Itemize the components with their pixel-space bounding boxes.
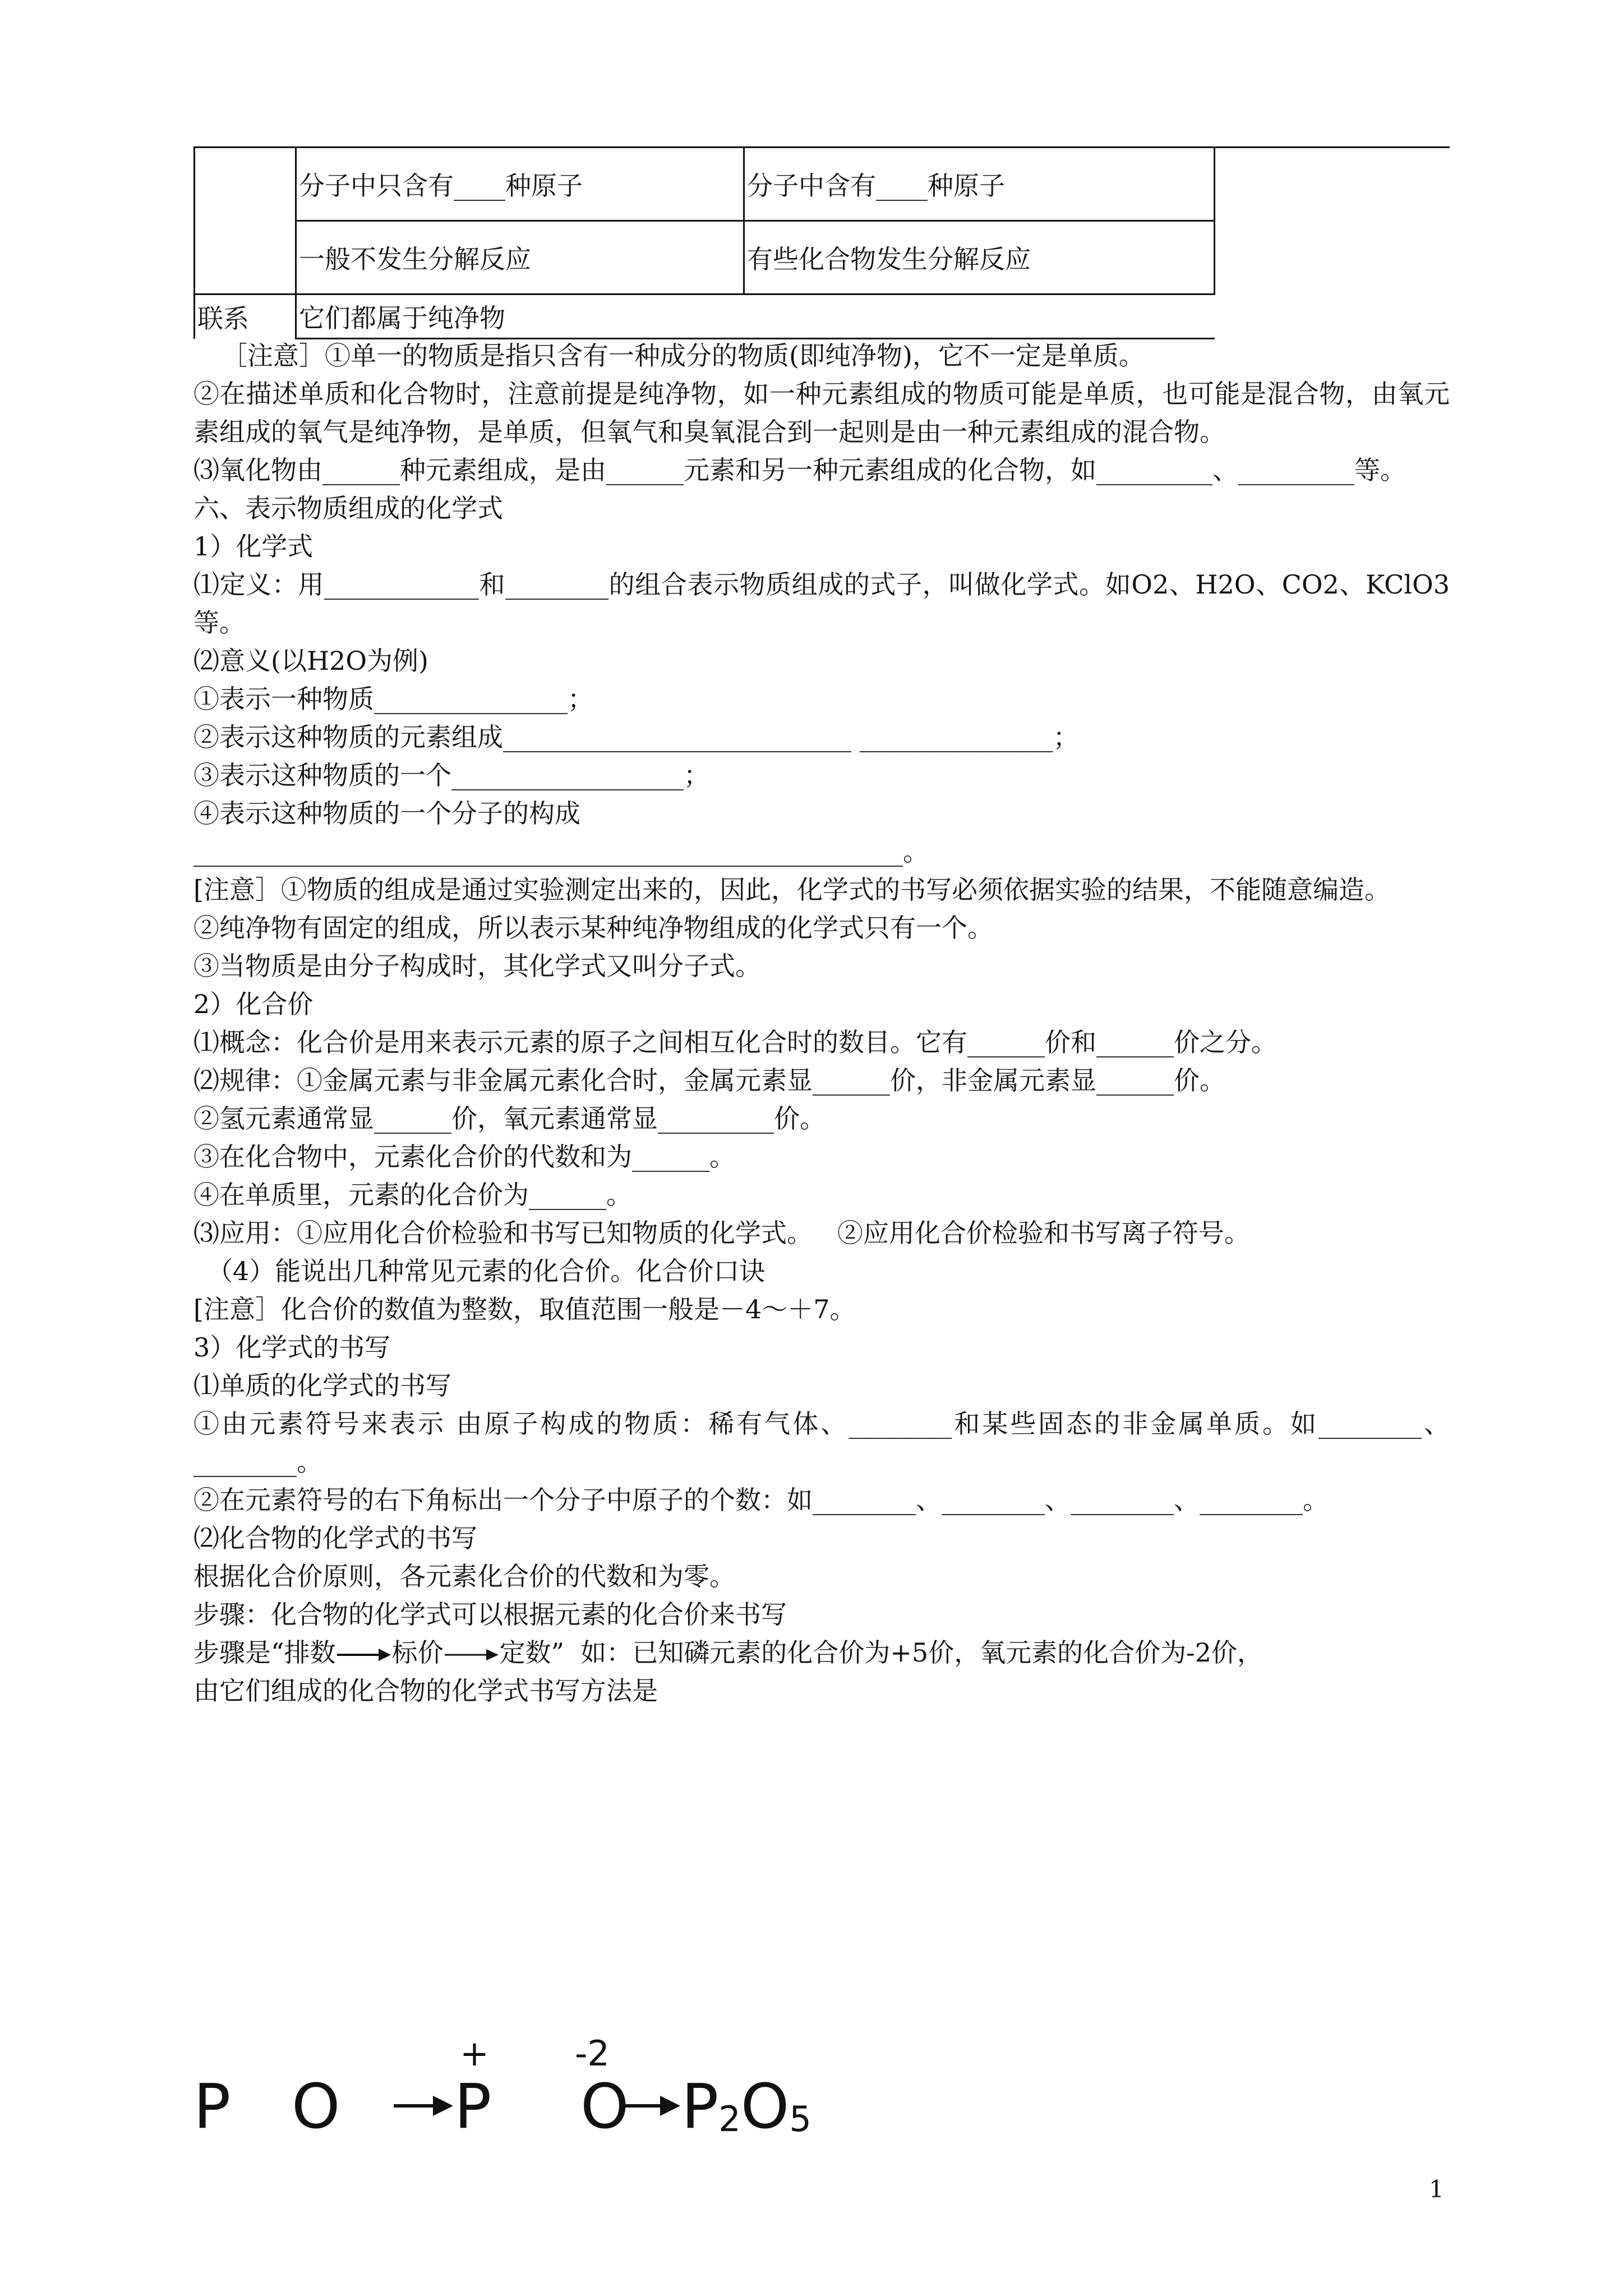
paragraph: ②在元素符号的右下角标出一个分子中原子的个数：如________、________、________、________。 (193, 1485, 1329, 1515)
paragraph: ②氢元素通常显______价，氧元素通常显_________价。 (193, 1103, 826, 1134)
note-line: [注意］①物质的组成是通过实验测定出来的，因此，化学式的书写必须依据实验的结果，不能随意编造。 (193, 875, 1390, 905)
table-cell: 一般不发生分解反应 (296, 221, 744, 295)
formula-symbol: P (681, 2070, 719, 2142)
formula-subscript: 5 (789, 2099, 811, 2139)
paragraph: ⑶氧化物由______种元素组成，是由______元素和另一种元素组成的化合物，如_________、_________等。 (193, 455, 1406, 485)
paragraph: ②表示这种物质的元素组成___________________________ _______________； (193, 722, 1079, 752)
paragraph: 根据化合价原则，各元素化合价的代数和为零。 (193, 1561, 735, 1591)
paragraph: ②纯净物有固定的组成，所以表示某种纯净物组成的化学式只有一个。 (193, 913, 993, 943)
paragraph: ⑵化合物的化学式的书写 (193, 1523, 477, 1553)
paragraph: ④表示这种物质的一个分子的构成 (193, 798, 580, 829)
document-body (193, 337, 1450, 1710)
note-line: [注意］化合价的数值为整数，取值范围一般是－4～＋7。 (193, 1294, 856, 1324)
formula-symbol: P (193, 2070, 231, 2142)
table-label-cell: 联系 (195, 295, 296, 339)
note-line: ［注意］①单一的物质是指只含有一种成分的物质(即纯净物)，它不一定是单质。 (222, 341, 1145, 371)
steps-part: 标价 (391, 1637, 444, 1668)
paragraph: ③在化合物中，元素化合价的代数和为______。 (193, 1142, 735, 1172)
steps-part: 定数” 如：已知磷元素的化合价为+5价，氧元素的化合价为-2价， (499, 1637, 1263, 1668)
section-heading: 六、表示物质组成的化学式 (193, 493, 503, 523)
paragraph: ⑴定义：用____________和________的组合表示物质组成的式子，叫做化学式。如O2、H2O、CO2、KClO3等。 (193, 569, 1450, 638)
paragraph: ②在描述单质和化合物时，注意前提是纯净物，如一种元素组成的物质可能是单质，也可能是混合物，由氧元素组成的氧气是纯净物，是单质，但氧气和臭氧混合到一起则是由一种元素组成的混合物。 (193, 379, 1450, 447)
paragraph: ③当物质是由分子构成时，其化学式又叫分子式。 (193, 951, 761, 981)
table-cell: 分子中只含有____种原子 (296, 148, 744, 221)
table-row (195, 221, 1215, 295)
paragraph: ⑵规律：①金属元素与非金属元素化合时，金属元素显______价，非金属元素显______价。 (193, 1065, 1225, 1096)
paragraph: ⑵意义(以H2O为例) (193, 646, 428, 676)
page-number: 1 (1429, 2175, 1444, 2203)
comparison-table (193, 146, 1215, 339)
formula-symbol: O (580, 2070, 629, 2142)
paragraph: （4）能说出几种常见元素的化合价。化合价口诀 (207, 1256, 766, 1286)
paragraph: ④在单质里，元素的化合价为______。 (193, 1180, 632, 1210)
subsection-heading: 1）化学式 (193, 531, 313, 562)
formula-diagram (193, 2033, 866, 2154)
paragraph: ①由元素符号来表示 由原子构成的物质：稀有气体、________和某些固态的非金属单质。如________、________。 (193, 1409, 1450, 1477)
paragraph: ③表示这种物质的一个__________________； (193, 760, 709, 790)
formula-symbol: O (292, 2070, 340, 2142)
paragraph: ⑴概念：化合价是用来表示元素的原子之间相互化合时的数目。它有______价和______价之分。 (193, 1027, 1277, 1057)
steps-line (193, 1634, 1450, 1672)
arrow-right-icon (620, 2093, 681, 2118)
steps-part: 步骤是“排数 (193, 1637, 336, 1668)
paragraph: 由它们组成的化合物的化学式书写方法是 (193, 1676, 658, 1706)
arrow-right-icon (336, 1646, 392, 1663)
table-row (195, 295, 1215, 339)
subsection-heading: 2）化合价 (193, 989, 313, 1019)
charge-label: + (460, 2033, 489, 2074)
subsection-heading: 3）化学式的书写 (193, 1332, 391, 1363)
arrow-right-icon (444, 1646, 500, 1663)
table-row (195, 148, 1215, 221)
table-label-cell (195, 148, 296, 221)
paragraph: ①表示一种物质_______________； (193, 684, 593, 714)
table-cell: 分子中含有____种原子 (744, 148, 1215, 221)
paragraph: 步骤：化合物的化学式可以根据元素的化合价来书写 (193, 1599, 787, 1630)
paragraph: ⑶应用：①应用化合价检验和书写已知物质的化学式。 ②应用化合价检验和书写离子符号。 (193, 1218, 1250, 1248)
arrow-right-icon (393, 2093, 454, 2118)
product-formula (681, 2070, 811, 2150)
formula-subscript: 2 (718, 2099, 741, 2139)
table-cell: 它们都属于纯净物 (296, 295, 1215, 339)
table-cell: 有些化合物发生分解反应 (744, 221, 1215, 295)
formula-symbol: O (740, 2070, 790, 2142)
paragraph: ⑴单质的化学式的书写 (193, 1370, 451, 1401)
paragraph: _______________________________________________________。 (193, 836, 929, 867)
formula-symbol: P (454, 2070, 492, 2142)
table-label-cell (195, 221, 296, 295)
charge-label: -2 (575, 2033, 610, 2074)
